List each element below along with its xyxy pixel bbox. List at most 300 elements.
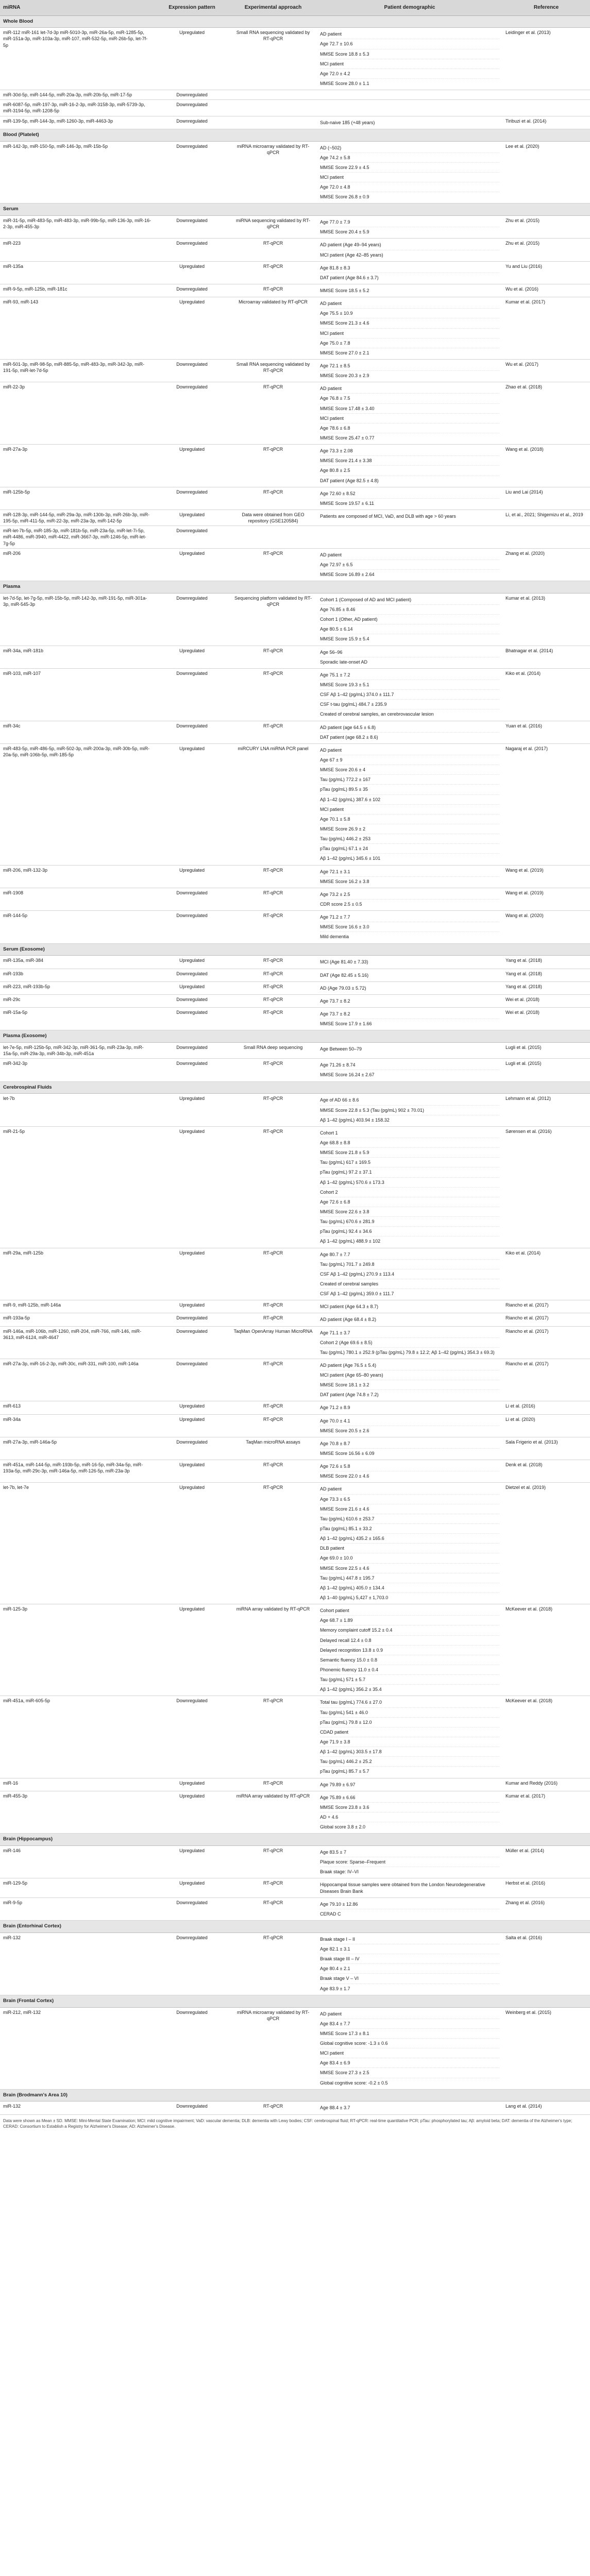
cell-mirna: miR-125b-5p xyxy=(0,487,155,510)
cell-reference: Zhang et al. (2020) xyxy=(502,548,590,581)
table-row xyxy=(0,1437,590,1460)
cell-reference: Sørensen et al. (2016) xyxy=(502,1126,590,1248)
demographic-line: Age 67 ± 9 xyxy=(320,755,499,765)
cell-mirna: miR-103, miR-107 xyxy=(0,668,155,721)
cell-expression-pattern: Downregulated xyxy=(155,593,229,646)
demographic-line: Aβ 1–42 (pg/mL) 356.2 ± 35.4 xyxy=(320,1687,382,1692)
cell-patient-demographic xyxy=(317,90,502,100)
demographic-line: Age 71.1 ± 3.7 xyxy=(320,1328,499,1338)
demographic-line: Aβ 1–42 (pg/mL) 303.5 ± 17.8 xyxy=(320,1747,499,1757)
cell-experimental-approach: RT-qPCR xyxy=(229,1483,317,1604)
demographic-line: CERAD C xyxy=(320,1911,341,1917)
demographic-line: pTau (pg/mL) 89.5 ± 35 xyxy=(320,785,499,794)
cell-experimental-approach: RT-qPCR xyxy=(229,994,317,1007)
cell-experimental-approach: RT-qPCR xyxy=(229,969,317,981)
cell-patient-demographic xyxy=(317,1696,502,1778)
cell-experimental-approach: RT-qPCR xyxy=(229,888,317,910)
demographic-line: Global cognitive score: -1.3 ± 0.6 xyxy=(320,2039,499,2048)
cell-expression-pattern: Downregulated xyxy=(155,90,229,100)
demographic-line: Tau (pg/mL) 670.6 ± 281.9 xyxy=(320,1217,499,1227)
cell-mirna: miR-9-5p, miR-125b, miR-181c xyxy=(0,284,155,297)
cell-mirna: miR-128-3p, miR-144-5p, miR-29a-3p, miR-130b-3p, miR-26b-3p, miR-195-5p, miR-411-5p, miR-22-3p, miR-23a-3p, miR-142-5p xyxy=(0,510,155,526)
demographic-line: CSF t-tau (pg/mL) 484.7 ± 235.9 xyxy=(320,700,499,709)
demographic-line: Age 72.7 ± 10.6 xyxy=(320,39,499,49)
cell-reference: Salta et al. (2016) xyxy=(502,1933,590,1995)
demographic-line: MMSE Score 17.9 ± 1.66 xyxy=(320,1021,372,1027)
section-row xyxy=(0,204,590,216)
demographic-line: MMSE Score 19.57 ± 6.11 xyxy=(320,500,374,506)
cell-reference: Lehmann et al. (2012) xyxy=(502,1094,590,1126)
cell-mirna: miR-193b xyxy=(0,969,155,981)
cell-reference: Sala Frigerio et al. (2013) xyxy=(502,1437,590,1460)
cell-experimental-approach: RT-qPCR xyxy=(229,1897,317,1920)
table-row xyxy=(0,116,590,129)
demographic-line: Patients are composed of MCI, VaD, and DLB with age > 60 years xyxy=(320,513,456,519)
cell-expression-pattern: Downregulated xyxy=(155,487,229,510)
section-title: Brain (Hippocampus) xyxy=(0,1834,590,1846)
demographic-line: MMSE Score 28.0 ± 1.1 xyxy=(320,81,369,87)
demographic-line: Age 71.2 ± 8.9 xyxy=(320,1405,350,1411)
demographic-line: MMSE Score 22.5 ± 4.6 xyxy=(320,1564,499,1573)
table-row xyxy=(0,1401,590,1414)
cell-reference: Li, et al., 2021; Shigemizu et al., 2019 xyxy=(502,510,590,526)
table-row xyxy=(0,721,590,743)
cell-expression-pattern: Upregulated xyxy=(155,1126,229,1248)
table-row xyxy=(0,1414,590,1437)
cell-reference: Riancho et al. (2017) xyxy=(502,1326,590,1359)
cell-mirna: miR-483-5p, miR-486-5p, miR-502-3p, miR-200a-3p, miR-30b-5p, miR-20a-5p, miR-106b-5p, miR-185-5p xyxy=(0,743,155,865)
section-title: Plasma (Exosome) xyxy=(0,1030,590,1043)
cell-patient-demographic xyxy=(317,721,502,743)
demographic-line: AD + 4.6 xyxy=(320,1812,499,1822)
demographic-line: MMSE Score 26.8 ± 0.9 xyxy=(320,194,369,200)
demographic-line: Aβ 1–40 (pg/mL) 5,427 ± 1,703.0 xyxy=(320,1595,389,1601)
cell-experimental-approach: RT-qPCR xyxy=(229,445,317,487)
cell-mirna: miR-30d-5p, miR-144-5p, miR-20a-3p, miR-20b-5p, miR-17-5p xyxy=(0,90,155,100)
demographic-line: MMSE Score 16.56 ± 6.09 xyxy=(320,1451,375,1456)
demographic-line: Tau (pg/mL) 701.7 ± 249.8 xyxy=(320,1260,499,1269)
cell-mirna: miR-613 xyxy=(0,1401,155,1414)
cell-reference: Leidinger et al. (2013) xyxy=(502,28,590,90)
demographic-line: DAT patient (Age 84.6 ± 3.7) xyxy=(320,275,379,280)
demographic-line: MMSE Score 18.5 ± 5.2 xyxy=(320,288,369,294)
cell-reference: Wang et al. (2019) xyxy=(502,865,590,888)
table-row xyxy=(0,487,590,510)
demographic-line: Age 83.5 ± 7 xyxy=(320,1848,499,1857)
cell-reference: Kiko et al. (2014) xyxy=(502,668,590,721)
cell-expression-pattern: Downregulated xyxy=(155,1696,229,1778)
cell-reference: McKeever et al. (2018) xyxy=(502,1696,590,1778)
cell-experimental-approach: RT-qPCR xyxy=(229,487,317,510)
cell-mirna: miR-129-5p xyxy=(0,1878,155,1897)
cell-reference: Kumar and Reddy (2016) xyxy=(502,1778,590,1791)
table-body xyxy=(0,15,590,2114)
demographic-line: Braak stage III – IV xyxy=(320,1954,499,1964)
header-experimental-approach: Experimental approach xyxy=(229,0,317,15)
cell-expression-pattern: Downregulated xyxy=(155,1437,229,1460)
section-row xyxy=(0,581,590,594)
cell-experimental-approach: miRNA sequencing validated by RT-qPCR xyxy=(229,216,317,239)
cell-experimental-approach: RT-qPCR xyxy=(229,2102,317,2114)
cell-expression-pattern: Upregulated xyxy=(155,1460,229,1483)
cell-expression-pattern: Downregulated xyxy=(155,1897,229,1920)
demographic-line: Aβ 1–42 (pg/mL) 345.6 ± 101 xyxy=(320,856,381,861)
table-row xyxy=(0,1326,590,1359)
cell-mirna: miR-93, miR-143 xyxy=(0,297,155,360)
cell-mirna: miR-212, miR-132 xyxy=(0,2007,155,2089)
demographic-line: MCI patient xyxy=(320,173,499,182)
cell-patient-demographic xyxy=(317,445,502,487)
table-row xyxy=(0,1878,590,1897)
demographic-line: Hippocampal tissue samples were obtained from the London Neurodegenerative Diseases Brain Bank xyxy=(320,1882,485,1894)
cell-reference: Yang et al. (2018) xyxy=(502,956,590,969)
cell-patient-demographic xyxy=(317,28,502,90)
table-row xyxy=(0,239,590,261)
table-row xyxy=(0,526,590,548)
cell-reference: Yu and Liu (2016) xyxy=(502,261,590,284)
demographic-line: Tau (pg/mL) 780.1 ± 252.9 (pTau (pg/mL) 79.8 ± 12.2; Aβ 1–42 (pg/mL) 354.3 ± 69.3) xyxy=(320,1349,495,1355)
cell-expression-pattern: Downregulated xyxy=(155,1933,229,1995)
cell-patient-demographic xyxy=(317,510,502,526)
demographic-line: Aβ 1–42 (pg/mL) 570.6 ± 173.3 xyxy=(320,1178,499,1188)
demographic-line: MMSE Score 20.5 ± 2.6 xyxy=(320,1428,369,1433)
demographic-line: Age 73.7 ± 8.2 xyxy=(320,1009,499,1019)
cell-expression-pattern: Downregulated xyxy=(155,284,229,297)
cell-mirna: miR-29a, miR-125b xyxy=(0,1248,155,1300)
demographic-line: MMSE Score 15.9 ± 5.4 xyxy=(320,636,369,642)
cell-expression-pattern: Downregulated xyxy=(155,526,229,548)
demographic-line: Cohort 2 (Age 69.6 ± 8.5) xyxy=(320,1338,499,1348)
demographic-line: Braak stage I – II xyxy=(320,1935,499,1944)
table-row xyxy=(0,1313,590,1326)
cell-expression-pattern: Upregulated xyxy=(155,956,229,969)
demographic-line: Aβ 1–42 (pg/mL) 405.0 ± 134.4 xyxy=(320,1583,499,1593)
cell-mirna: miR-125-3p xyxy=(0,1604,155,1696)
section-title: Brain (Brodmann's Area 10) xyxy=(0,2089,590,2102)
cell-reference: Kumar et al. (2017) xyxy=(502,297,590,360)
cell-mirna: miR-34a xyxy=(0,1414,155,1437)
demographic-line: Tau (pg/mL) 447.8 ± 195.7 xyxy=(320,1573,499,1583)
cell-reference: Tiribuzi et al. (2014) xyxy=(502,116,590,129)
cell-patient-demographic xyxy=(317,141,502,204)
cell-experimental-approach: Microarray validated by RT-qPCR xyxy=(229,297,317,360)
demographic-line: AD (Age 79.03 ± 5.72) xyxy=(320,985,366,991)
cell-expression-pattern: Upregulated xyxy=(155,865,229,888)
table-row xyxy=(0,593,590,646)
demographic-line: Age 81.8 ± 8.3 xyxy=(320,263,499,273)
cell-reference: Wang et al. (2018) xyxy=(502,445,590,487)
cell-mirna: miR-112 miR-161 let-7d-3p miR-5010-3p, miR-26a-5p, miR-1285-5p, miR-151a-3p, miR-103a-3p, miR-107, miR-532-5p, miR-26b-5p, let-7f-5p xyxy=(0,28,155,90)
cell-mirna: miR-501-3p, miR-98-5p, miR-885-5p, miR-483-3p, miR-342-3p, miR-191-5p, miR-let-7d-5p xyxy=(0,360,155,382)
demographic-line: Age 73.3 ± 2.08 xyxy=(320,446,499,456)
cell-expression-pattern: Upregulated xyxy=(155,1604,229,1696)
cell-reference: Weinberg et al. (2015) xyxy=(502,2007,590,2089)
cell-expression-pattern: Upregulated xyxy=(155,510,229,526)
demographic-line: Age 80.8 ± 2.5 xyxy=(320,466,499,476)
demographic-line: MMSE Score 22.6 ± 3.8 xyxy=(320,1207,499,1217)
demographic-line: Memory complaint cutoff 15.2 ± 0.4 xyxy=(320,1625,499,1635)
cell-experimental-approach: miRNA microarray validated by RT-qPCR xyxy=(229,2007,317,2089)
demographic-line: Tau (pg/mL) 772.2 ± 167 xyxy=(320,775,499,785)
cell-experimental-approach: RT-qPCR xyxy=(229,1359,317,1401)
cell-reference: Wei et al. (2018) xyxy=(502,994,590,1007)
cell-mirna: miR-223, miR-193b-5p xyxy=(0,981,155,994)
table-row xyxy=(0,668,590,721)
table-row xyxy=(0,1778,590,1791)
cell-mirna: let-7e-5p, miR-125b-5p, miR-342-3p, miR-361-5p, miR-23a-3p, miR-15a-5p, miR-29a-3p, miR-34b-3p, miR-451a xyxy=(0,1043,155,1059)
table-row xyxy=(0,1897,590,1920)
cell-experimental-approach: miRNA array validated by RT-qPCR xyxy=(229,1791,317,1834)
section-row xyxy=(0,15,590,28)
section-title: Whole Blood xyxy=(0,15,590,28)
demographic-line: Age 71.26 ± 8.74 xyxy=(320,1060,499,1070)
cell-mirna: miR-27a-3p xyxy=(0,445,155,487)
cell-patient-demographic xyxy=(317,1326,502,1359)
demographic-line: pTau (pg/mL) 85.7 ± 5.7 xyxy=(320,1769,369,1774)
table-row xyxy=(0,1846,590,1878)
demographic-line: AD patient xyxy=(320,550,499,560)
table-row xyxy=(0,216,590,239)
cell-experimental-approach: Small RNA deep sequencing xyxy=(229,1043,317,1059)
cell-mirna: miR-let-7b-5p, miR-185-3p, miR-181b-5p, miR-23a-5p, miR-let-7i-5p, miR-4486, miR-3940, miR-4422, miR-3667-3p, miR-1246-5p, miR-let-7g-5p xyxy=(0,526,155,548)
cell-expression-pattern: Downregulated xyxy=(155,216,229,239)
cell-patient-demographic xyxy=(317,297,502,360)
section-row xyxy=(0,1834,590,1846)
cell-expression-pattern: Downregulated xyxy=(155,668,229,721)
cell-reference xyxy=(502,90,590,100)
section-row xyxy=(0,129,590,141)
cell-patient-demographic xyxy=(317,1878,502,1897)
demographic-line: Age 72.6 ± 6.8 xyxy=(320,1197,499,1207)
demographic-line: Tau (pg/mL) 571 ± 5.7 xyxy=(320,1675,499,1685)
demographic-line: AD patient xyxy=(320,2009,499,2019)
demographic-line: Cohort 2 xyxy=(320,1188,499,1197)
cell-reference: Li et al. (2020) xyxy=(502,1414,590,1437)
demographic-line: Tau (pg/mL) 617 ± 169.5 xyxy=(320,1158,499,1167)
cell-patient-demographic xyxy=(317,548,502,581)
cell-reference: Yang et al. (2018) xyxy=(502,981,590,994)
demographic-line: MMSE Score 20.6 ± 4 xyxy=(320,765,499,775)
cell-expression-pattern: Downregulated xyxy=(155,1043,229,1059)
cell-patient-demographic xyxy=(317,1437,502,1460)
table-row xyxy=(0,1007,590,1030)
cell-experimental-approach: RT-qPCR xyxy=(229,668,317,721)
cell-experimental-approach: RT-qPCR xyxy=(229,1933,317,1995)
cell-expression-pattern: Downregulated xyxy=(155,721,229,743)
section-row xyxy=(0,943,590,956)
demographic-line: MCI (Age 81.40 ± 7.33) xyxy=(320,959,368,965)
cell-patient-demographic xyxy=(317,239,502,261)
cell-mirna: let-7b, let-7e xyxy=(0,1483,155,1604)
table-row xyxy=(0,956,590,969)
cell-experimental-approach: miRNA array validated by RT-qPCR xyxy=(229,1604,317,1696)
demographic-line: Aβ 1–42 (pg/mL) 488.9 ± 102 xyxy=(320,1239,381,1244)
cell-experimental-approach: RT-qPCR xyxy=(229,1414,317,1437)
cell-mirna: miR-144-5p xyxy=(0,911,155,943)
demographic-line: Age of AD 66 ± 8.6 xyxy=(320,1095,499,1105)
cell-expression-pattern: Downregulated xyxy=(155,911,229,943)
demographic-line: Age 76.85 ± 8.46 xyxy=(320,605,499,615)
demographic-line: DAT patient (age 68.2 ± 8.6) xyxy=(320,734,378,740)
cell-patient-demographic xyxy=(317,956,502,969)
demographic-line: Age 80.7 ± 7.7 xyxy=(320,1250,499,1260)
cell-reference: Lee et al. (2020) xyxy=(502,141,590,204)
cell-patient-demographic xyxy=(317,1126,502,1248)
demographic-line: Age 83.9 ± 1.7 xyxy=(320,1986,350,1991)
cell-patient-demographic xyxy=(317,1094,502,1126)
cell-patient-demographic xyxy=(317,1460,502,1483)
demographic-line: Sporadic late-onset AD xyxy=(320,659,368,665)
cell-mirna: miR-31-5p, miR-483-5p, miR-483-3p, miR-99b-5p, miR-136-3p, miR-16-2-3p, miR-455-3p xyxy=(0,216,155,239)
cell-mirna: miR-146 xyxy=(0,1846,155,1878)
demographic-line: Mild dementia xyxy=(320,934,349,940)
table-row xyxy=(0,1604,590,1696)
demographic-line: Total tau (pg/mL) 774.6 ± 27.0 xyxy=(320,1698,499,1707)
cell-reference: Bhatnagar et al. (2014) xyxy=(502,646,590,668)
section-title: Brain (Entorhinal Cortex) xyxy=(0,1921,590,1933)
cell-patient-demographic xyxy=(317,593,502,646)
cell-expression-pattern: Upregulated xyxy=(155,1248,229,1300)
cell-reference xyxy=(502,100,590,116)
demographic-line: Age 69.0 ± 10.0 xyxy=(320,1553,499,1563)
demographic-line: Braak stage V – VI xyxy=(320,1974,499,1984)
demographic-line: Age 73.3 ± 6.5 xyxy=(320,1495,499,1504)
cell-expression-pattern: Downregulated xyxy=(155,1059,229,1081)
table-row xyxy=(0,284,590,297)
demographic-line: MMSE Score 23.8 ± 3.6 xyxy=(320,1803,499,1812)
demographic-line: MMSE Score 27.3 ± 2.5 xyxy=(320,2068,499,2078)
cell-experimental-approach: TaqMan microRNA assays xyxy=(229,1437,317,1460)
cell-patient-demographic xyxy=(317,1897,502,1920)
section-title: Brain (Frontal Cortex) xyxy=(0,1995,590,2007)
cell-mirna: miR-29c xyxy=(0,994,155,1007)
cell-reference: Kumar et al. (2013) xyxy=(502,593,590,646)
demographic-line: Age 72.97 ± 6.5 xyxy=(320,560,499,570)
section-row xyxy=(0,1081,590,1094)
cell-mirna: let-7d-5p, let-7g-5p, miR-15b-5p, miR-142-3p, miR-191-5p, miR-301a-3p, miR-545-3p xyxy=(0,593,155,646)
header-patient-demographic: Patient demographic xyxy=(317,0,502,15)
cell-patient-demographic xyxy=(317,1791,502,1834)
cell-reference: McKeever et al. (2018) xyxy=(502,1604,590,1696)
cell-experimental-approach xyxy=(229,116,317,129)
cell-reference: Dietzel et al. (2019) xyxy=(502,1483,590,1604)
demographic-line: MMSE Score 21.4 ± 3.38 xyxy=(320,456,499,466)
demographic-line: Age 70.1 ± 5.8 xyxy=(320,815,499,824)
cell-mirna: miR-451a, miR-605-5p xyxy=(0,1696,155,1778)
demographic-line: Delayed recognition 13.8 ± 0.9 xyxy=(320,1646,499,1655)
cell-experimental-approach: RT-qPCR xyxy=(229,1846,317,1878)
cell-patient-demographic xyxy=(317,382,502,445)
cell-reference: Liu and Lai (2014) xyxy=(502,487,590,510)
cell-mirna: miR-1908 xyxy=(0,888,155,910)
section-title: Serum xyxy=(0,204,590,216)
cell-experimental-approach: RT-qPCR xyxy=(229,261,317,284)
cell-experimental-approach: Sequencing platform validated by RT-qPCR xyxy=(229,593,317,646)
cell-patient-demographic xyxy=(317,526,502,548)
demographic-line: Age 72.1 ± 3.1 xyxy=(320,867,499,877)
cell-experimental-approach: RT-qPCR xyxy=(229,1007,317,1030)
header-expression-pattern: Expression pattern xyxy=(155,0,229,15)
cell-patient-demographic xyxy=(317,1604,502,1696)
cell-reference: Wu et al. (2016) xyxy=(502,284,590,297)
cell-reference: Riancho et al. (2017) xyxy=(502,1313,590,1326)
cell-mirna: miR-27a-3p, miR-146a-5p xyxy=(0,1437,155,1460)
cell-expression-pattern: Downregulated xyxy=(155,994,229,1007)
header-reference: Reference xyxy=(502,0,590,15)
cell-patient-demographic xyxy=(317,994,502,1007)
table-row xyxy=(0,261,590,284)
demographic-line: pTau (pg/mL) 67.1 ± 24 xyxy=(320,844,499,854)
cell-patient-demographic xyxy=(317,1359,502,1401)
demographic-line: CSF Aβ 1–42 (pg/mL) 270.9 ± 113.4 xyxy=(320,1269,499,1279)
demographic-line: MMSE Score 18.8 ± 5.3 xyxy=(320,49,499,59)
table-row xyxy=(0,382,590,445)
demographic-line: pTau (pg/mL) 97.2 ± 37.1 xyxy=(320,1167,499,1177)
demographic-line: MCI patient xyxy=(320,2048,499,2058)
demographic-line: MMSE Score 22.0 ± 4.6 xyxy=(320,1473,369,1479)
cell-experimental-approach: RT-qPCR xyxy=(229,1778,317,1791)
demographic-line: MMSE Score 17.48 ± 3.40 xyxy=(320,404,499,414)
cell-experimental-approach: RT-qPCR xyxy=(229,1059,317,1081)
cell-reference: Müller et al. (2014) xyxy=(502,1846,590,1878)
cell-expression-pattern: Upregulated xyxy=(155,1414,229,1437)
demographic-line: Cohort patient xyxy=(320,1606,499,1616)
demographic-line: Age 79.10 ± 12.86 xyxy=(320,1900,499,1909)
table-row xyxy=(0,1126,590,1248)
cell-expression-pattern: Downregulated xyxy=(155,1313,229,1326)
table-row xyxy=(0,911,590,943)
cell-reference: Zhang et al. (2016) xyxy=(502,1897,590,1920)
demographic-line: MMSE Score 25.47 ± 0.77 xyxy=(320,435,375,440)
demographic-line: pTau (pg/mL) 79.8 ± 12.0 xyxy=(320,1718,499,1727)
cell-experimental-approach: TaqMan OpenArray Human MicroRNA xyxy=(229,1326,317,1359)
cell-expression-pattern: Upregulated xyxy=(155,743,229,865)
cell-mirna: miR-34c xyxy=(0,721,155,743)
table-row xyxy=(0,743,590,865)
cell-experimental-approach: RT-qPCR xyxy=(229,721,317,743)
table-row xyxy=(0,969,590,981)
cell-mirna: miR-146a, miR-106b, miR-1260, miR-204, miR-766, miR-146, miR-3613, miR-6124, miR-4647 xyxy=(0,1326,155,1359)
demographic-line: Age 75.5 ± 10.9 xyxy=(320,309,499,318)
cell-patient-demographic xyxy=(317,1043,502,1059)
cell-mirna: let-7b xyxy=(0,1094,155,1126)
table-row xyxy=(0,510,590,526)
table-row xyxy=(0,994,590,1007)
table-row xyxy=(0,1300,590,1313)
section-title: Cerebrospinal Fluids xyxy=(0,1081,590,1094)
demographic-line: Age 72.0 ± 4.2 xyxy=(320,69,499,79)
demographic-line: MMSE Score 19.3 ± 5.1 xyxy=(320,680,499,690)
cell-reference: Lugli et al. (2015) xyxy=(502,1043,590,1059)
demographic-line: Tau (pg/mL) 446.2 ± 253 xyxy=(320,834,499,844)
table-footnote: Data were shown as Mean ± SD. MMSE: Mini-Mental State Examination; MCI: mild cognitive impairment; VaD: vascular dementia; DLB: dementia with Lewy bodies; CSF: cerebrospinal fluid; RT-qPCR: real-time quantitative PCR; pTau: phosphorylated tau; Aβ: amyloid beta; DAT: dementia of the Alzheimer's type; CERAD: Consortium to Establish a Registry for Alzheimer's Disease; AD: Alzheimer's Disease. xyxy=(3,2118,572,2129)
cell-reference: Nagaraj et al. (2017) xyxy=(502,743,590,865)
table-row xyxy=(0,445,590,487)
demographic-line: AD patient (Age 68.4 ± 8.2) xyxy=(320,1317,377,1323)
demographic-line: Age 88.4 ± 3.7 xyxy=(320,2105,350,2111)
cell-patient-demographic xyxy=(317,888,502,910)
cell-reference: Kiko et al. (2014) xyxy=(502,1248,590,1300)
demographic-line: Age 72.60 ± 8.52 xyxy=(320,489,499,499)
table-row xyxy=(0,141,590,204)
demographic-line: Delayed recall 12.4 ± 0.8 xyxy=(320,1636,499,1646)
demographic-line: AD patient xyxy=(320,299,499,309)
demographic-line: Cohort 1 (Composed of AD and MCI patient) xyxy=(320,595,499,605)
cell-expression-pattern: Upregulated xyxy=(155,1483,229,1604)
cell-experimental-approach: Small RNA sequencing validated by RT-qPCR xyxy=(229,28,317,90)
cell-patient-demographic xyxy=(317,1414,502,1437)
cell-patient-demographic xyxy=(317,668,502,721)
